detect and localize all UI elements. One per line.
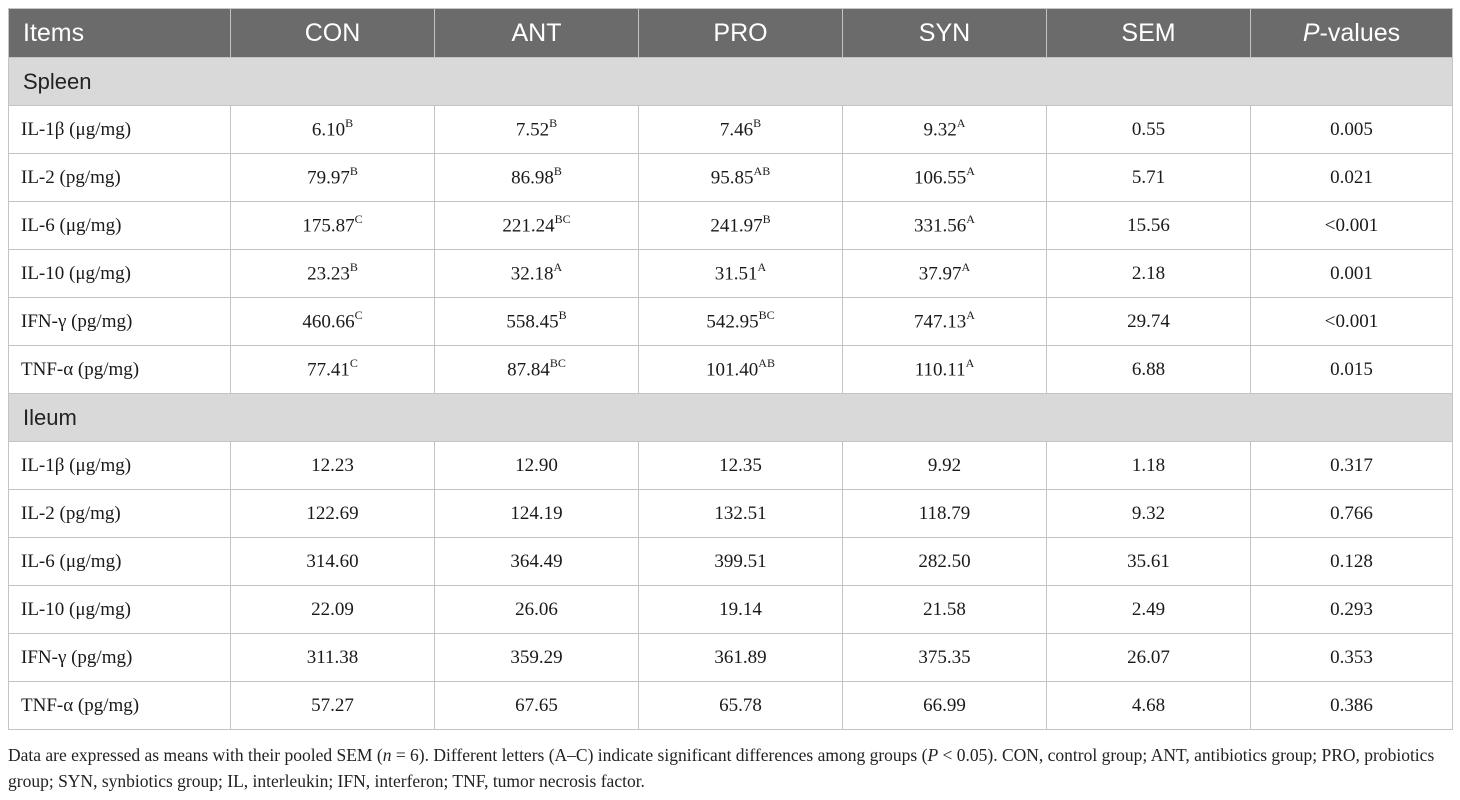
ant-value-cell (435, 682, 639, 730)
significance-letter: B (349, 260, 358, 275)
syn-value-cell (843, 442, 1047, 490)
significance-letter: A (956, 116, 966, 131)
significance-letter: A (961, 260, 971, 275)
ant-value-cell (435, 442, 639, 490)
pro-value-cell (639, 106, 843, 154)
item-cell: IL-10 (μg/mg) (9, 250, 231, 298)
significance-letter: A (966, 164, 975, 179)
significance-letter: C (354, 212, 363, 227)
significance-letter: B (553, 164, 562, 179)
value-text: 122.69 (306, 502, 359, 524)
value-text: 314.60 (306, 550, 359, 572)
value-text: 331.56 (914, 215, 967, 237)
pro-value-cell (639, 202, 843, 250)
value-text: 22.09 (311, 598, 354, 620)
value-text: 118.79 (918, 502, 971, 524)
sem-cell: 15.56 (1047, 202, 1251, 250)
p-value-cell: 0.386 (1251, 682, 1453, 730)
table-row (9, 154, 1453, 202)
table-row (9, 538, 1453, 586)
value-text: 7.46 (719, 119, 754, 141)
table-body (9, 58, 1453, 730)
significance-letter: B (349, 164, 358, 179)
syn-value-cell (843, 682, 1047, 730)
significance-letter: AB (758, 356, 775, 371)
table-row (9, 586, 1453, 634)
p-value-cell: 0.317 (1251, 442, 1453, 490)
value-text: 12.90 (515, 454, 558, 476)
ant-value-cell (435, 346, 639, 394)
significance-letter: B (762, 212, 771, 227)
ant-value-cell (435, 586, 639, 634)
value-text: 361.89 (714, 646, 767, 668)
header-con: CON (231, 9, 435, 58)
significance-letter: B (753, 116, 762, 131)
significance-letter: B (549, 116, 558, 131)
pro-value-cell (639, 442, 843, 490)
value-text: 31.51 (714, 263, 758, 285)
value-text: 542.95 (706, 311, 759, 333)
significance-letter: B (345, 116, 354, 131)
significance-letter: A (757, 260, 767, 275)
p-value-cell: 0.005 (1251, 106, 1453, 154)
item-cell: IFN-γ (pg/mg) (9, 298, 231, 346)
p-value-cell: <0.001 (1251, 202, 1453, 250)
value-text: 37.97 (918, 263, 962, 285)
value-text: 95.85 (710, 167, 754, 189)
value-text: 57.27 (311, 694, 354, 716)
value-text: 110.11 (914, 359, 966, 381)
pro-value-cell (639, 634, 843, 682)
section-row-spleen (9, 58, 1453, 106)
value-text: 282.50 (918, 550, 971, 572)
pro-value-cell (639, 538, 843, 586)
pro-value-cell (639, 154, 843, 202)
value-text: 175.87 (302, 215, 355, 237)
value-text: 87.84 (507, 359, 550, 381)
table-row (9, 346, 1453, 394)
value-text: 23.23 (307, 263, 350, 285)
syn-value-cell (843, 490, 1047, 538)
sem-cell: 35.61 (1047, 538, 1251, 586)
sem-cell: 5.71 (1047, 154, 1251, 202)
item-cell: IL-1β (μg/mg) (9, 106, 231, 154)
con-value-cell (231, 634, 435, 682)
value-text: 747.13 (914, 311, 967, 333)
pro-value-cell (639, 346, 843, 394)
sem-cell: 1.18 (1047, 442, 1251, 490)
value-text: 558.45 (506, 311, 559, 333)
syn-value-cell (843, 250, 1047, 298)
table-header (9, 9, 1453, 58)
value-text: 6.10 (311, 119, 346, 141)
value-text: 399.51 (714, 550, 767, 572)
sem-cell: 4.68 (1047, 682, 1251, 730)
value-text: 21.58 (923, 598, 966, 620)
con-value-cell (231, 298, 435, 346)
significance-letter: AB (753, 164, 771, 179)
ant-value-cell (435, 490, 639, 538)
significance-letter: B (558, 308, 567, 323)
significance-letter: BC (554, 212, 571, 227)
con-value-cell (231, 250, 435, 298)
value-text: 32.18 (510, 263, 554, 285)
footnote-part3: < 0.05). CON, control group; ANT, antibiotics group; PRO, probiotics group; SYN, synbiotics group; IL, interleukin; IFN, interferon; TNF, tumor necrosis factor. (8, 745, 1435, 791)
section-label: Spleen (9, 58, 1453, 106)
p-value-cell: 0.128 (1251, 538, 1453, 586)
syn-value-cell (843, 538, 1047, 586)
syn-value-cell (843, 106, 1047, 154)
syn-value-cell (843, 634, 1047, 682)
value-text: 375.35 (918, 646, 971, 668)
value-text: 101.40 (706, 359, 759, 381)
table-row (9, 490, 1453, 538)
table-row (9, 298, 1453, 346)
value-text: 12.23 (311, 454, 354, 476)
ant-value-cell (435, 634, 639, 682)
syn-value-cell (843, 586, 1047, 634)
item-cell: TNF-α (pg/mg) (9, 346, 231, 394)
header-syn: SYN (843, 9, 1047, 58)
sem-cell: 2.49 (1047, 586, 1251, 634)
sem-cell: 9.32 (1047, 490, 1251, 538)
con-value-cell (231, 586, 435, 634)
value-text: 79.97 (307, 167, 350, 189)
p-value-cell: <0.001 (1251, 298, 1453, 346)
p-value-cell: 0.353 (1251, 634, 1453, 682)
syn-value-cell (843, 154, 1047, 202)
value-text: 86.98 (511, 167, 554, 189)
value-text: 26.06 (515, 598, 558, 620)
value-text: 106.55 (914, 167, 967, 189)
item-cell: IFN-γ (pg/mg) (9, 634, 231, 682)
footnote-part1: Data are expressed as means with their pooled SEM ( (8, 745, 383, 765)
sem-cell: 0.55 (1047, 106, 1251, 154)
sem-cell: 2.18 (1047, 250, 1251, 298)
pro-value-cell (639, 682, 843, 730)
con-value-cell (231, 202, 435, 250)
significance-letter: C (354, 308, 363, 323)
sem-cell: 26.07 (1047, 634, 1251, 682)
value-text: 77.41 (307, 359, 350, 381)
sem-cell: 29.74 (1047, 298, 1251, 346)
p-value-cell: 0.021 (1251, 154, 1453, 202)
ant-value-cell (435, 202, 639, 250)
con-value-cell (231, 682, 435, 730)
results-table (8, 8, 1453, 730)
ant-value-cell (435, 298, 639, 346)
value-text: 241.97 (710, 215, 763, 237)
con-value-cell (231, 442, 435, 490)
sem-cell: 6.88 (1047, 346, 1251, 394)
section-row-ileum (9, 394, 1453, 442)
p-value-cell: 0.766 (1251, 490, 1453, 538)
value-text: 7.52 (515, 119, 550, 141)
significance-letter: C (349, 356, 358, 371)
p-value-cell: 0.015 (1251, 346, 1453, 394)
value-text: 9.32 (923, 119, 957, 141)
con-value-cell (231, 490, 435, 538)
header-row (9, 9, 1453, 58)
value-text: 221.24 (502, 215, 555, 237)
header-p-italic: P (1302, 18, 1320, 47)
significance-letter: A (966, 308, 975, 323)
value-text: 359.29 (510, 646, 563, 668)
item-cell: IL-2 (pg/mg) (9, 490, 231, 538)
header-p-rest: -values (1319, 18, 1401, 47)
table-row (9, 250, 1453, 298)
footnote-p: P (927, 745, 939, 765)
ant-value-cell (435, 106, 639, 154)
syn-value-cell (843, 346, 1047, 394)
con-value-cell (231, 154, 435, 202)
item-cell: IL-10 (μg/mg) (9, 586, 231, 634)
header-p-values (1251, 9, 1453, 58)
item-cell: TNF-α (pg/mg) (9, 682, 231, 730)
significance-letter: BC (549, 356, 566, 371)
significance-letter: BC (758, 308, 775, 323)
value-text: 364.49 (510, 550, 563, 572)
table-row (9, 682, 1453, 730)
value-text: 311.38 (306, 646, 359, 668)
syn-value-cell (843, 298, 1047, 346)
pro-value-cell (639, 298, 843, 346)
footnote-part2: = 6). Different letters (A–C) indicate significant differences among groups ( (391, 745, 928, 765)
item-cell: IL-2 (pg/mg) (9, 154, 231, 202)
p-value-cell: 0.001 (1251, 250, 1453, 298)
header-sem: SEM (1047, 9, 1251, 58)
item-cell: IL-6 (μg/mg) (9, 538, 231, 586)
table-footnote (8, 742, 1452, 794)
item-cell: IL-1β (μg/mg) (9, 442, 231, 490)
footnote-n: n (382, 745, 392, 765)
table-row (9, 106, 1453, 154)
table-row (9, 442, 1453, 490)
value-text: 67.65 (515, 694, 558, 716)
significance-letter: A (965, 356, 975, 371)
syn-value-cell (843, 202, 1047, 250)
pro-value-cell (639, 586, 843, 634)
header-items: Items (9, 9, 231, 58)
value-text: 9.92 (927, 454, 962, 476)
value-text: 132.51 (714, 502, 767, 524)
con-value-cell (231, 106, 435, 154)
ant-value-cell (435, 154, 639, 202)
ant-value-cell (435, 538, 639, 586)
section-label: Ileum (9, 394, 1453, 442)
value-text: 460.66 (302, 311, 355, 333)
value-text: 66.99 (923, 694, 966, 716)
con-value-cell (231, 538, 435, 586)
value-text: 19.14 (719, 598, 762, 620)
table-row (9, 634, 1453, 682)
table-row (9, 202, 1453, 250)
header-ant: ANT (435, 9, 639, 58)
con-value-cell (231, 346, 435, 394)
value-text: 124.19 (510, 502, 563, 524)
value-text: 12.35 (719, 454, 762, 476)
pro-value-cell (639, 490, 843, 538)
item-cell: IL-6 (μg/mg) (9, 202, 231, 250)
significance-letter: A (966, 212, 975, 227)
header-pro: PRO (639, 9, 843, 58)
pro-value-cell (639, 250, 843, 298)
significance-letter: A (553, 260, 563, 275)
p-value-cell: 0.293 (1251, 586, 1453, 634)
ant-value-cell (435, 250, 639, 298)
value-text: 65.78 (719, 694, 762, 716)
